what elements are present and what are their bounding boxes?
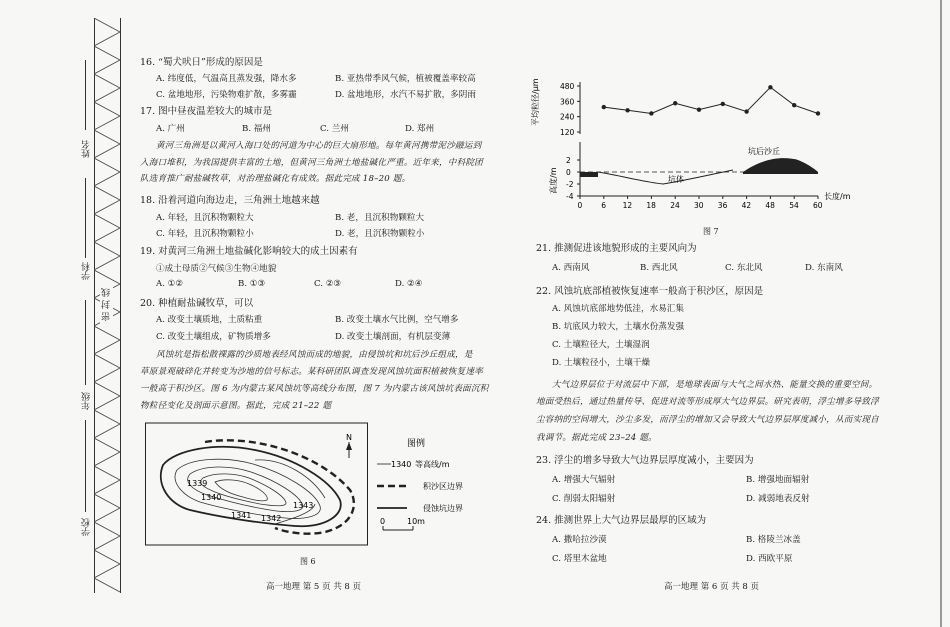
q19-stem: 19. 对黄河三角洲土地盐碱化影响较大的成土因素有 [140, 246, 358, 257]
bottom-y-axis-label: 高度/m [549, 167, 558, 194]
figure6-caption: 图 6 [300, 557, 316, 566]
x-tick-label: 12 [622, 201, 633, 210]
top-y-tick-label: 120 [560, 128, 575, 137]
legend-erosion-label: 侵蚀坑边界 [423, 504, 463, 513]
q24-option-a: A. 撒哈拉沙漠 [552, 535, 607, 545]
contour-label-1340: 1340 [201, 493, 222, 502]
q17-option-a: A. 广州 [156, 124, 185, 134]
contour-label-1339: 1339 [187, 479, 208, 488]
page-edge [940, 0, 942, 627]
contour-label-1342: 1342 [261, 514, 282, 523]
bottom-y-tick-label: -4 [566, 192, 574, 201]
x-tick-label: 36 [717, 201, 728, 210]
x-tick-label: 54 [789, 201, 799, 210]
left-page-footer: 高一地理 第 5 页 共 8 页 [266, 582, 362, 592]
q23-option-c: C. 削弱太阳辐射 [552, 494, 616, 504]
passage3-line3: 尘容纳的空间增大，沙尘多发，而浮尘的增加又会导致大气边界层厚度减小，从而实现自 [536, 415, 879, 425]
q21-option-d: D. 东南风 [805, 263, 843, 273]
contour-label-1341: 1341 [231, 511, 252, 520]
x-tick-label: 24 [670, 201, 680, 210]
q16-option-a: A. 纬度低，气温高且蒸发强，降水多 [156, 74, 297, 84]
north-label: N [346, 433, 352, 442]
x-tick-label: 42 [741, 201, 752, 210]
grain-size-point [649, 111, 653, 115]
contour-line [215, 480, 267, 501]
x-tick-label: 30 [694, 201, 704, 210]
legend-sand-label: 积沙区边界 [423, 482, 463, 491]
x-tick-label: 60 [813, 201, 823, 210]
q22-option-c: C. 土壤粒径大，土壤湿润 [552, 340, 650, 350]
q18-stem: 18. 沿着河道向海边走，三角洲土地越来越 [140, 195, 320, 206]
passage1-line1: 黄河三角洲是以黄河入海口处的河道为中心的巨大扇形地。每年黄河携带泥沙融运到 [156, 141, 482, 151]
x-tick-label: 6 [601, 201, 607, 210]
passage2-line1: 风蚀坑是指松散裸露的沙质地表经风蚀而成的地貌，由侵蚀坑和坑后沙丘组成，是 [156, 350, 473, 360]
passage2-line3: 一般高于积沙区。图 6 为内蒙古某风蚀坑等高线分布图，图 7 为内蒙古该风蚀坑表面沉积 [140, 384, 489, 394]
grain-size-point [744, 109, 748, 113]
q19-option-a: A. ①② [156, 279, 184, 289]
grain-size-point [673, 101, 677, 105]
q24-option-b: B. 格陵兰冰盖 [746, 535, 801, 545]
x-tick-label: 18 [646, 201, 656, 210]
q23-option-b: B. 增强地面辐射 [746, 475, 810, 485]
q20-option-d: D. 改变土壤剖面，有机层变薄 [335, 332, 451, 342]
top-y-tick-label: 480 [560, 82, 575, 91]
bottom-y-tick-label: 0 [566, 168, 571, 177]
q20-option-b: B. 改变土壤水气比例，空气增多 [335, 315, 459, 325]
grade-label: 年级 [82, 392, 92, 410]
passage3-line4: 我调节。据此完成 23–24 题。 [536, 433, 657, 443]
q20-option-a: A. 改变土壤质地，土质粘重 [156, 315, 263, 325]
q17-option-c: C. 兰州 [320, 124, 349, 134]
right-page-footer: 高一地理 第 6 页 共 8 页 [664, 582, 760, 592]
passage2-line2: 草原景观破碎化并转变为沙地的信号标志。某科研团队调查发现风蚀坑面积植被恢复速率 [140, 367, 483, 377]
grain-size-point [602, 105, 606, 109]
q19-option-c: C. ②③ [314, 279, 342, 289]
top-y-ticks [560, 82, 580, 137]
q18-option-c: C. 年轻，且沉积物颗粒小 [156, 229, 254, 239]
grain-size-line [604, 87, 818, 113]
q20-option-c: C. 改变土壤组成，矿物质增多 [156, 332, 271, 342]
passage2-line4: 物粒径变化及剖面示意图。据此，完成 21–22 题 [140, 401, 332, 411]
left-bank-profile [580, 172, 598, 177]
grain-size-point [816, 111, 820, 115]
q21-option-a: A. 西南风 [552, 263, 590, 273]
subject-label: 学科 [82, 262, 92, 280]
q17-option-d: D. 郑州 [405, 124, 435, 134]
grain-size-point [792, 103, 796, 107]
q23-stem: 23. 浮尘的增多导致大气边界层厚度减小，主要因为 [536, 455, 754, 466]
legend-title: 图例 [407, 439, 426, 449]
q20-stem: 20. 种植耐盐碱牧草，可以 [140, 298, 254, 309]
figure7-chart [528, 76, 858, 216]
school-field-line [85, 420, 86, 512]
passage1-line2: 入海口堆积，为我国提供丰富的土地，但黄河三角洲土地盐碱化严重。近年来，中科院团 [140, 158, 483, 168]
scale-length: 10m [407, 517, 425, 526]
q17-option-b: B. 福州 [242, 124, 271, 134]
q24-option-d: D. 西欧平原 [746, 554, 793, 564]
q18-option-a: A. 年轻，且沉积物颗粒大 [156, 213, 254, 223]
name-label: 姓名 [82, 140, 92, 158]
q24-option-c: C. 塔里木盆地 [552, 554, 607, 564]
subject-field-line [85, 178, 86, 258]
q23-option-a: A. 增强大气辐射 [552, 475, 616, 485]
figure7-caption: 图 7 [703, 227, 719, 236]
q16-option-d: D. 盆地地形，水汽不易扩散，多阴雨 [335, 90, 476, 100]
q21-stem: 21. 推测促进该地貌形成的主要风向为 [536, 243, 697, 254]
grade-field-line [85, 300, 86, 385]
passage3-line1: 大气边界层位于对流层中下部，是地球表面与大气之间水热、能量交换的重要空间。 [552, 380, 878, 390]
q22-option-a: A. 风蚀坑底部地势低洼，水易汇集 [552, 304, 684, 314]
passage3-line2: 地面受热后，通过热量传导、促进对流等形成厚大气边界层。研究表明，浮尘增多导致浮 [536, 397, 879, 407]
pit-label: 坑体 [668, 175, 684, 184]
q23-option-d: D. 减弱地表反射 [746, 494, 810, 504]
q19-option-b: B. ①③ [238, 279, 266, 289]
q22-option-d: D. 土壤粒径小，土壤干燥 [552, 358, 650, 368]
q18-option-d: D. 老，且沉积物颗粒小 [335, 229, 425, 239]
bottom-y-tick-label: -2 [566, 180, 574, 189]
bottom-y-ticks [566, 156, 580, 201]
q19-option-d: D. ②④ [395, 279, 423, 289]
q18-option-b: B. 老，且沉积物颗粒大 [335, 213, 425, 223]
grain-size-point [768, 85, 772, 89]
grain-size-point [697, 107, 701, 111]
sealed-line-label: 密 封 线 [100, 285, 113, 324]
bottom-y-tick-label: 2 [566, 156, 571, 165]
q17-stem: 17. 图中昼夜温差较大的城市是 [140, 106, 273, 117]
contour-line [188, 467, 303, 512]
top-y-tick-label: 240 [560, 112, 575, 122]
x-tick-label: 0 [577, 201, 583, 210]
q19-items: ①成土母质②气候③生物④地貌 [156, 264, 277, 274]
q24-stem: 24. 推测世界上大气边界层最厚的区域为 [536, 515, 707, 526]
scale-zero: 0 [380, 517, 386, 526]
school-label: 学校 [82, 518, 92, 536]
q16-stem: 16. “蜀犬吠日”形成的原因是 [140, 57, 263, 68]
top-y-axis-label: 平均粒径/μm [531, 78, 540, 126]
dune-profile [743, 158, 818, 174]
contour-label-1343: 1343 [293, 501, 314, 510]
q16-option-b: B. 亚热带季风气候，植被覆盖率较高 [335, 74, 476, 84]
name-field-line [85, 60, 86, 130]
grain-size-point [625, 108, 629, 112]
legend-contour-label: 等高线/m [415, 460, 450, 469]
q22-option-b: B. 坑底风力较大，土壤水份蒸发强 [552, 322, 685, 332]
top-y-tick-label: 360 [560, 97, 575, 107]
q16-option-c: C. 盆地地形，污染物难扩散，多雾霾 [156, 90, 297, 100]
figure6-contour-map [145, 420, 485, 550]
dune-label: 坑后沙丘 [748, 147, 780, 156]
north-arrow-head-icon [346, 442, 352, 450]
x-tick-label: 48 [765, 201, 775, 210]
legend-contour-number: 1340 [391, 460, 412, 469]
passage1-line3: 队选育推广耐盐碱牧草，对治理盐碱化有成效。据此完成 18–20 题。 [140, 174, 411, 184]
x-ticks [578, 196, 823, 210]
figure6-frame [146, 423, 368, 545]
q21-option-b: B. 西北风 [640, 263, 678, 273]
q22-stem: 22. 风蚀坑底部植被恢复速率一般高于积沙区，原因是 [536, 286, 764, 297]
grain-size-point [721, 102, 725, 106]
x-axis-label: 长度/m [824, 192, 851, 201]
q21-option-c: C. 东北风 [725, 263, 763, 273]
